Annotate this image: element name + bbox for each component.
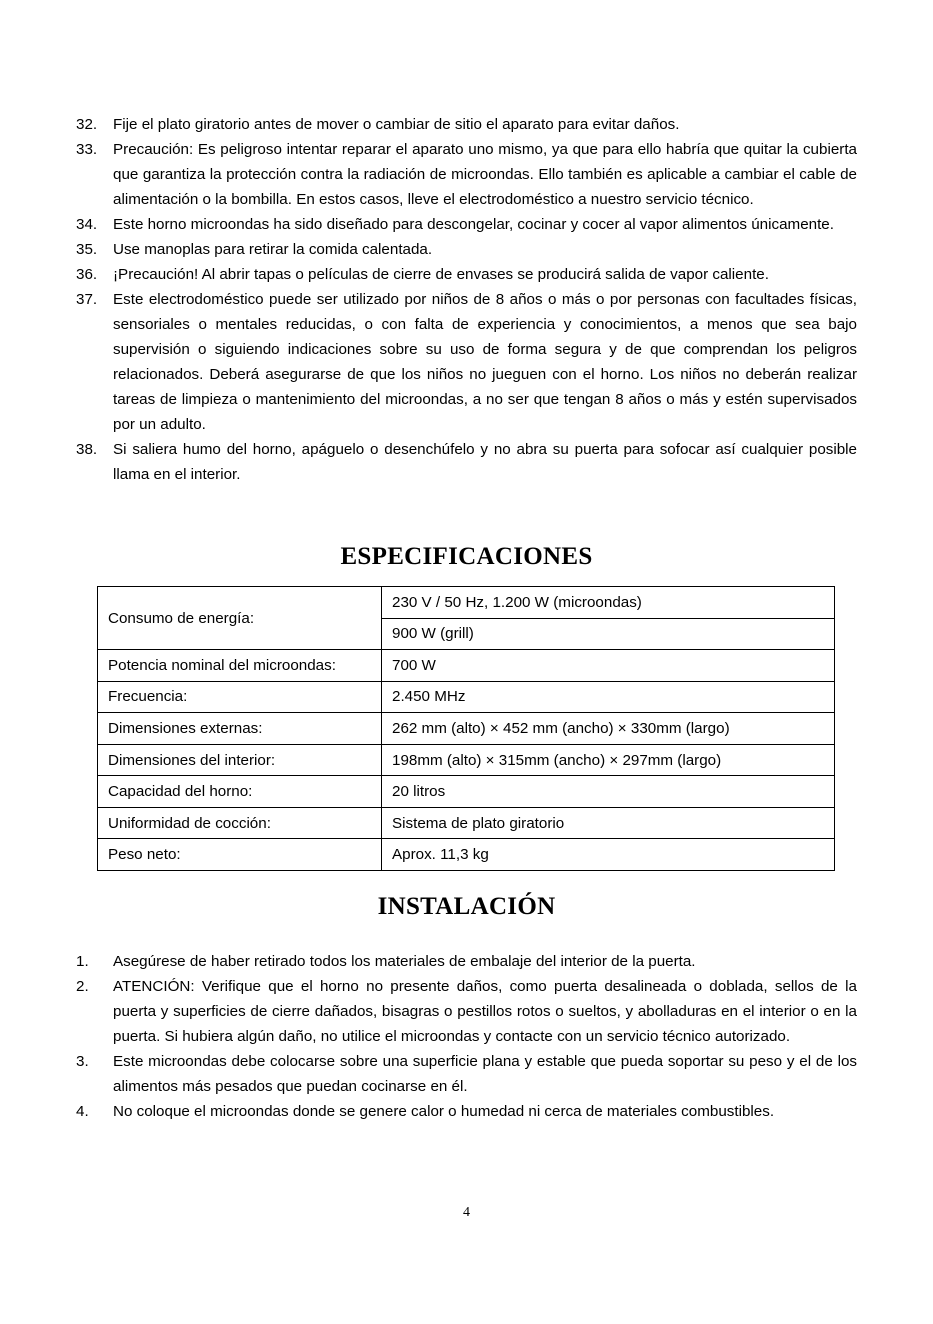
spec-value: 2.450 MHz <box>382 681 835 713</box>
list-item <box>76 949 857 974</box>
safety-list <box>76 112 857 487</box>
list-item <box>76 1099 857 1124</box>
table-row <box>98 776 835 808</box>
specifications-heading: ESPECIFICACIONES <box>340 543 593 570</box>
item-number: 32. <box>76 116 98 133</box>
item-text: Este horno microondas ha sido diseñado para descongelar, cocinar y cocer al vapor alimentos únicamente. <box>113 216 834 233</box>
spec-value: 230 V / 50 Hz, 1.200 W (microondas) <box>382 587 835 619</box>
spec-value: Aprox. 11,3 kg <box>382 839 835 871</box>
spec-value: 20 litros <box>382 776 835 808</box>
table-row <box>98 807 835 839</box>
spec-label: Consumo de energía: <box>98 587 382 650</box>
list-item <box>76 1049 857 1099</box>
item-number: 37. <box>76 291 98 308</box>
table-row <box>98 587 835 619</box>
table-row <box>98 650 835 682</box>
list-item <box>76 262 857 287</box>
spec-label: Frecuencia: <box>98 681 382 713</box>
list-item <box>76 212 857 237</box>
item-number: 33. <box>76 141 98 158</box>
spec-label: Dimensiones externas: <box>98 713 382 745</box>
item-number: 38. <box>76 441 98 458</box>
item-text: Si saliera humo del horno, apáguelo o desenchúfelo y no abra su puerta para sofocar así cualquier posible llama en el interior. <box>113 441 857 483</box>
spec-value: 198mm (alto) × 315mm (ancho) × 297mm (largo) <box>382 744 835 776</box>
spec-value: 700 W <box>382 650 835 682</box>
installation-heading: INSTALACIÓN <box>377 893 556 920</box>
item-text: Use manoplas para retirar la comida calentada. <box>113 241 433 258</box>
item-number: 35. <box>76 241 98 258</box>
list-item <box>76 287 857 437</box>
page-number: 4 <box>463 1205 470 1220</box>
table-row <box>98 681 835 713</box>
item-number: 36. <box>76 266 98 283</box>
list-item <box>76 237 857 262</box>
spec-value: Sistema de plato giratorio <box>382 807 835 839</box>
item-number: 2. <box>76 978 89 995</box>
item-number: 3. <box>76 1053 89 1070</box>
spec-label: Dimensiones del interior: <box>98 744 382 776</box>
item-text: No coloque el microondas donde se genere calor o humedad ni cerca de materiales combustibles. <box>113 1103 775 1120</box>
item-text: ATENCIÓN: Verifique que el horno no presente daños, como puerta desalineada o doblada, sellos de la puerta y superficies de cierre dañados, bisagras o pestillos rotos o sueltos, y abolladuras en el interior o en la puerta. Si hubiera algún daño, no utilice el microondas y contacte con un servicio técnico autorizado. <box>113 978 857 1045</box>
item-text: Este electrodoméstico puede ser utilizado por niños de 8 años o más o por personas con facultades físicas, sensoriales o mentales reducidas, o con falta de experiencia y conocimientos, a menos que sea bajo supervisión o siguiendo indicaciones sobre su uso de forma segura y de que comprendan los peligros relacionados. Deberá asegurarse de que los niños no jueguen con el horno. Los niños no deberán realizar tareas de limpieza o mantenimiento del microondas, a no ser que tengan 8 años o más y estén supervisados por un adulto. <box>113 291 857 433</box>
item-text: Asegúrese de haber retirado todos los materiales de embalaje del interior de la puerta. <box>113 953 696 970</box>
list-item <box>76 112 857 137</box>
spec-label: Uniformidad de cocción: <box>98 807 382 839</box>
table-row <box>98 744 835 776</box>
table-row <box>98 713 835 745</box>
spec-label: Capacidad del horno: <box>98 776 382 808</box>
item-number: 4. <box>76 1103 89 1120</box>
list-item <box>76 974 857 1049</box>
spec-label: Peso neto: <box>98 839 382 871</box>
item-text: ¡Precaución! Al abrir tapas o películas de cierre de envases se producirá salida de vapor caliente. <box>113 266 769 283</box>
spec-value: 900 W (grill) <box>382 618 835 650</box>
installation-list <box>76 949 857 1124</box>
item-number: 1. <box>76 953 89 970</box>
table-row <box>98 839 835 871</box>
item-text: Precaución: Es peligroso intentar reparar el aparato uno mismo, ya que para ello habría que quitar la cubierta que garantiza la protección contra la radiación de microondas. Ello también es aplicable a cambiar el cable de alimentación o la bombilla. En estos casos, lleve el electrodoméstico a nuestro servicio técnico. <box>113 141 857 208</box>
list-item <box>76 137 857 212</box>
specifications-table <box>97 586 835 871</box>
spec-value: 262 mm (alto) × 452 mm (ancho) × 330mm (largo) <box>382 713 835 745</box>
item-number: 34. <box>76 216 98 233</box>
list-item <box>76 437 857 487</box>
spec-label: Potencia nominal del microondas: <box>98 650 382 682</box>
item-text: Fije el plato giratorio antes de mover o cambiar de sitio el aparato para evitar daños. <box>113 116 680 133</box>
item-text: Este microondas debe colocarse sobre una superficie plana y estable que pueda soportar su peso y el de los alimentos más pesados que puedan cocinarse en él. <box>113 1053 857 1095</box>
